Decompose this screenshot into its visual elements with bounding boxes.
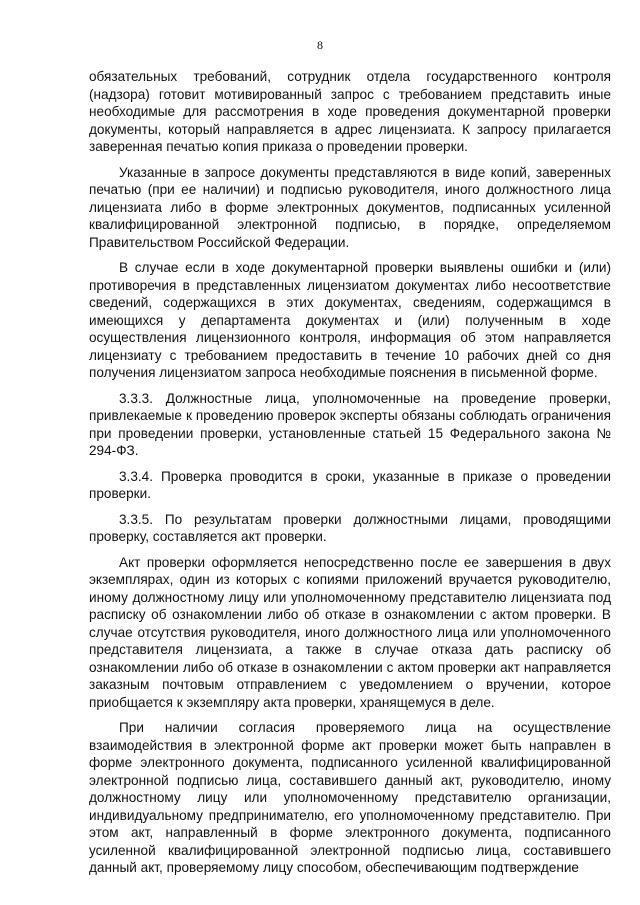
paragraph-3-3-5: 3.3.5. По результатам проверки должностными лицами, проводящими проверку, составляется акт проверки. — [89, 511, 611, 544]
paragraph-documents-copies: Указанные в запросе документы представляются в виде копий, заверенных печатью (при ее наличии) и подписью руководителя, иного должностного лица лицензиата либо в форме электронных документов, подписанных усиленной квалифицированной электронной подписью, в порядке, определяемом Правительством Российской Федерации. — [89, 164, 611, 250]
paragraph-3-3-4: 3.3.4. Проверка проводится в сроки, указанные в приказе о проведении проверки. — [89, 468, 611, 501]
paragraph-inspection-act: Акт проверки оформляется непосредственно после ее завершения в двух экземплярах, один из которых с копиями приложений вручается руководителю, иному должностному лицу или уполномоченному представителю лицензиата под расписку об ознакомлении либо об отказе в ознакомлении с актом проверки. В случае отсутствия руководителя, иного должностного лица или уполномоченного представителя лицензиата, а также в случае отказа дать расписку об ознакомлении либо об отказе в ознакомлении с актом проверки акт направляется заказным почтовым отправлением с уведомлением о вручении, которое приобщается к экземпляру акта проверки, хранящемуся в деле. — [89, 554, 611, 710]
paragraph-continuation: обязательных требований, сотрудник отдела государственного контроля (надзора) готовит мотивированный запрос с требованием представить иные необходимые для рассмотрения в ходе проведения документарной проверки документы, который направляется в адрес лицензиата. К запросу прилагается заверенная печатью копия приказа о проведении проверки. — [89, 69, 611, 154]
paragraph-errors-contradictions: В случае если в ходе документарной проверки выявлены ошибки и (или) противоречия в представленных лицензиатом документах либо несоответствие сведений, содержащихся в этих документах, сведениям, содержащимся в имеющихся у департамента документах и (или) полученным в ходе осуществления лицензионного контроля, информация об этом направляется лицензиату с требованием предоставить в течение 10 рабочих дней со дня получения лицензиатом запроса необходимые пояснения в письменной форме. — [89, 260, 611, 380]
paragraph-3-3-3: 3.3.3. Должностные лица, уполномоченные на проведение проверки, привлекаемые к проведению проверок эксперты обязаны соблюдать ограничения при проведении проверки, установленные статьей 15 Федерального закона № 294-ФЗ. — [89, 390, 611, 458]
paragraph-electronic-form: При наличии согласия проверяемого лица на осуществление взаимодействия в электронной форме акт проверки может быть направлен в форме электронного документа, подписанного усиленной квалифицированной электронной подписью лица, составившего данный акт, руководителю, иному должностному лицу или уполномоченному представителю организации, индивидуальному предпринимателю, его уполномоченному представителю. При этом акт, направленный в форме электронного документа, подписанного усиленной квалифицированной электронной подписью лица, составившего данный акт, проверяемому лицу способом, обеспечивающим подтверждение — [89, 720, 611, 875]
page-number: 8 — [317, 38, 323, 52]
document-body — [89, 68, 611, 885]
